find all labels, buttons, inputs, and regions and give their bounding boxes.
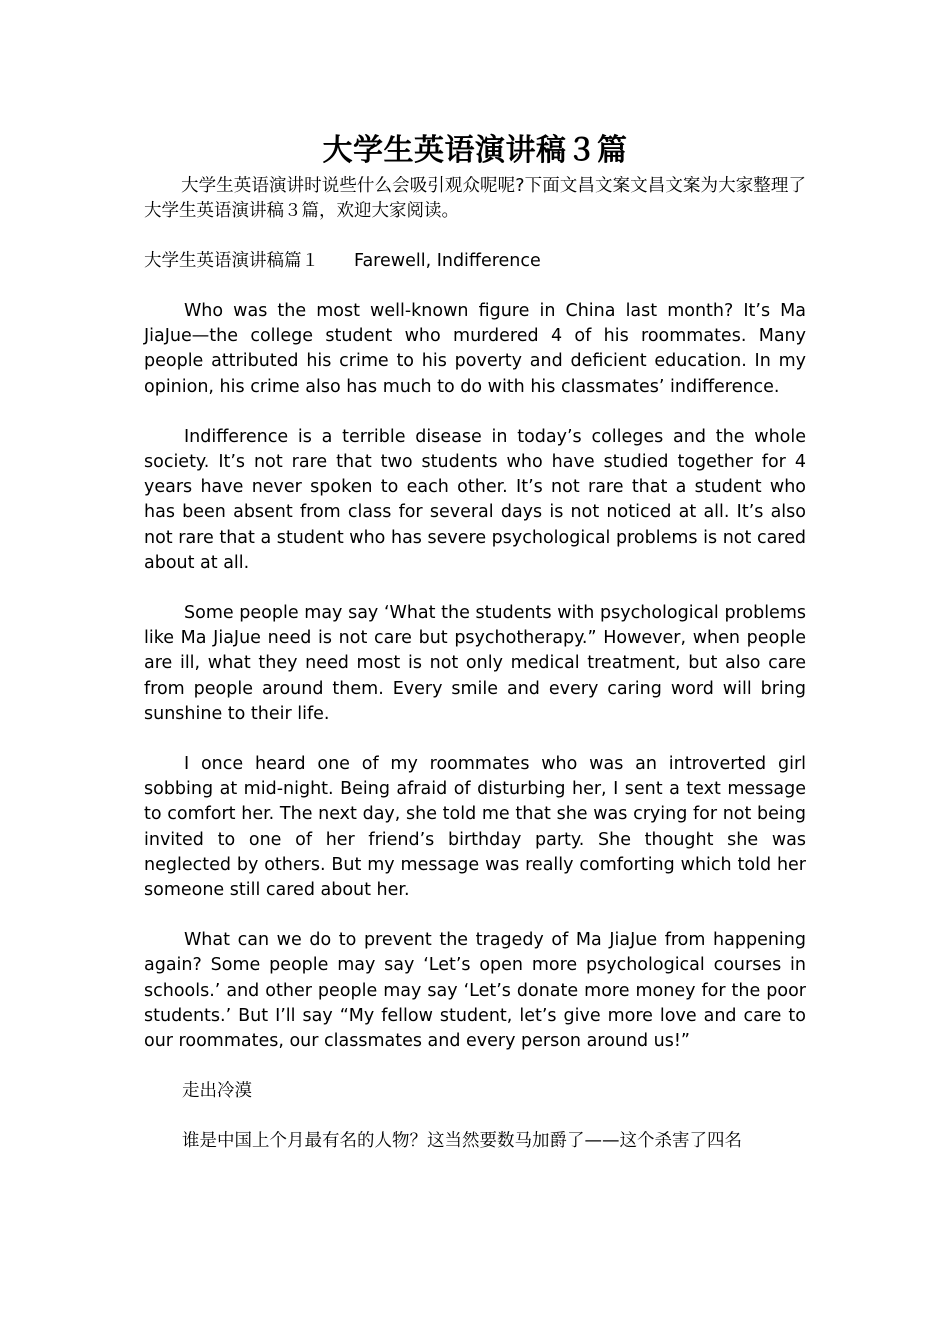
section-heading: 大学生英语演讲稿篇１ Farewell, Indifference (144, 251, 541, 271)
body-paragraph-1: Who was the most well-known figure in China last month? It’s Ma JiaJue—the college student who murdered 4 of his roommates. Many people attributed his crime to his poverty and deficient education. In my opinion, his crime also has much to do with his classmates’ indifference. (144, 301, 806, 397)
body-paragraph-2: Indifference is a terrible disease in today’s colleges and the whole society. It’s not rare that two students who have studied together for 4 years have never spoken to each other. It’s not rare that a student who has been absent from class for several days is not noticed at all. It’s also not rare that a student who has severe psychological problems is not cared about at all. (144, 426, 806, 573)
document-page (144, 128, 806, 1154)
document-title: 大学生英语演讲稿３篇 (322, 133, 628, 168)
body-paragraph-5: What can we do to prevent the tragedy of Ma JiaJue from happening again? Some people may say ‘Let’s open more psychological courses in schools.’ and other people may say ‘Let’s donate more money for the poor students.’ But I’ll say “My fellow student, let’s give more love and care to our roommates, our classmates and every person around us!” (144, 930, 806, 1052)
chinese-paragraph: 谁是中国上个月最有名的人物？这当然要数马加爵了——这个杀害了四名 (182, 1131, 742, 1152)
body-paragraph-3: Some people may say ‘What the students with psychological problems like Ma JiaJue need is not care but psychotherapy.” However, when people are ill, what they need most is not only medical treatment, but also care from people around them. Every smile and every caring word will bring sunshine to their life. (144, 603, 806, 724)
body-paragraph-4: I once heard one of my roommates who was an introverted girl sobbing at mid-night. Being afraid of disturbing her, I sent a text message to comfort her. The next day, she told me that she was crying for not being invited to one of her friend’s birthday party. She thought she was neglected by others. But my message was really comforting which told her someone still cared about her. (144, 754, 806, 901)
chinese-subtitle: 走出冷漠 (182, 1081, 252, 1102)
intro-paragraph: 大学生英语演讲时说些什么会吸引观众呢呢?下面文昌文案文昌文案为大家整理了大学生英语演讲稿３篇，欢迎大家阅读。 (144, 176, 806, 221)
